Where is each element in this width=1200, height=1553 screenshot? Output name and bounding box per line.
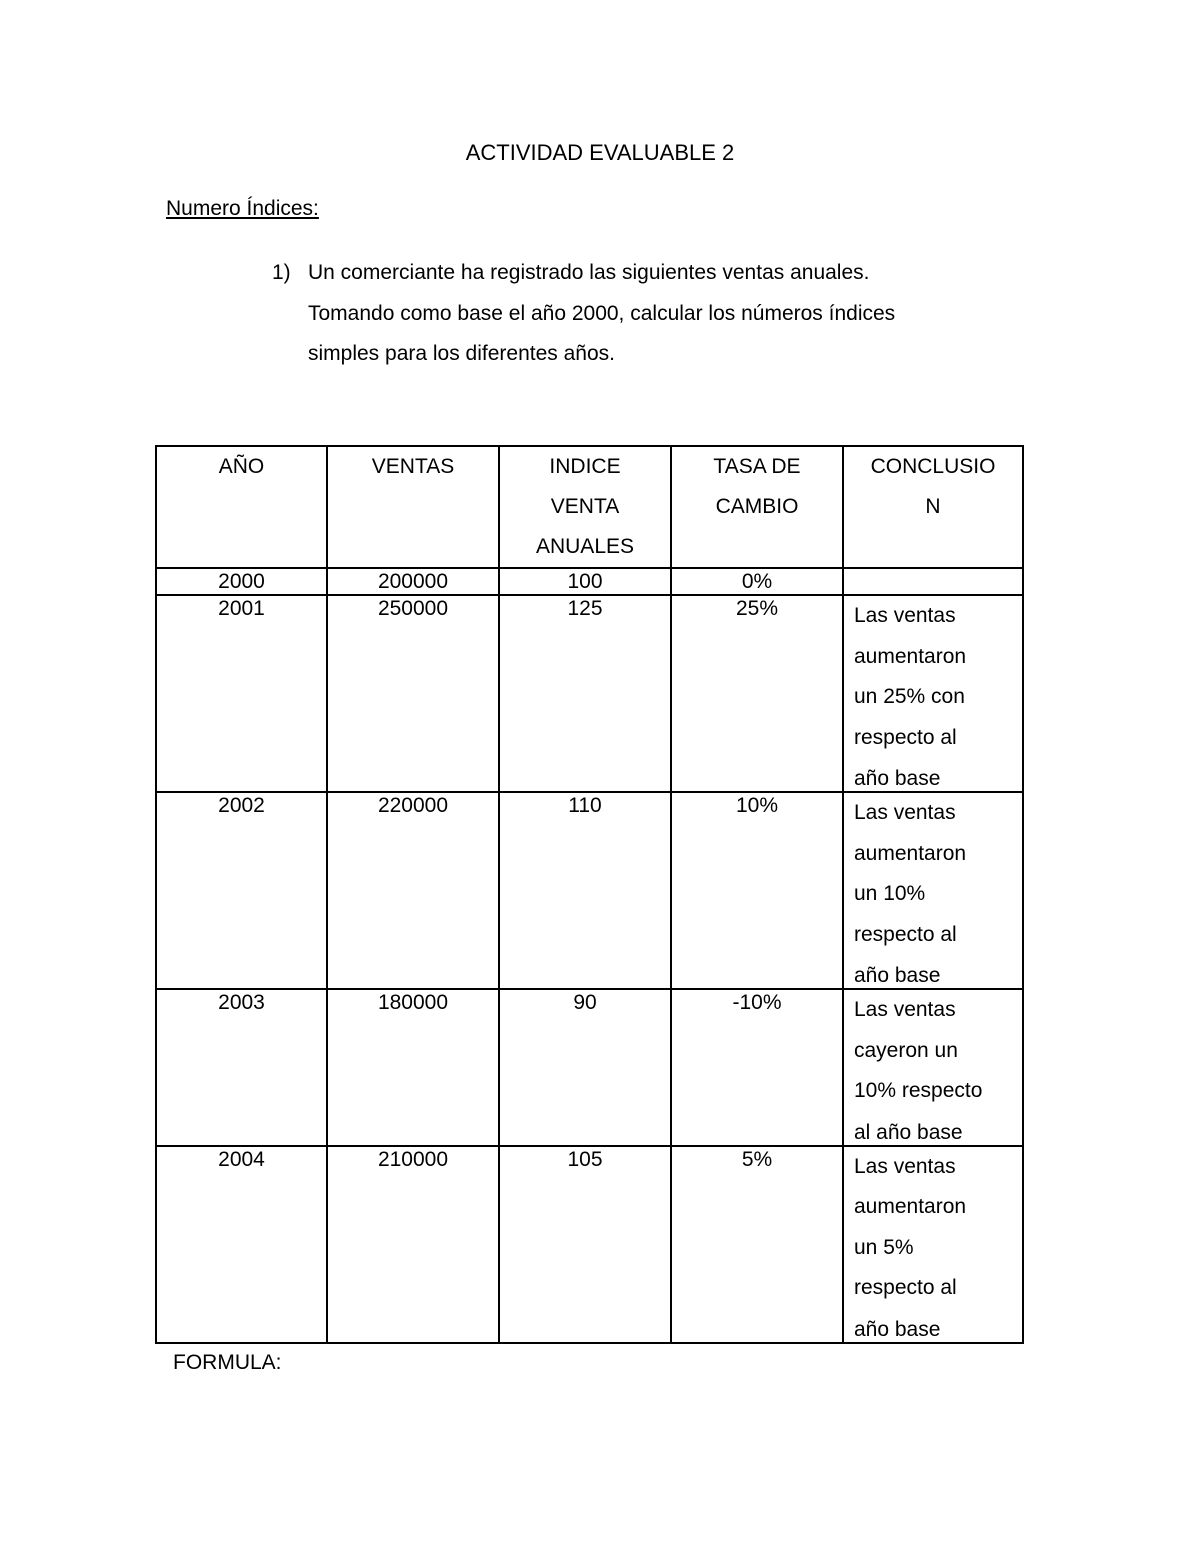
conclusion-line: 10% respecto	[854, 1079, 983, 1102]
question-line: Un comerciante ha registrado las siguientes ventas anuales.	[308, 261, 870, 284]
header-cell-rate	[671, 446, 843, 568]
cell-rate: 10%	[671, 792, 843, 989]
cell-conclusion	[843, 568, 1023, 595]
header-cell-conclusion	[843, 446, 1023, 568]
cell-conclusion	[843, 989, 1023, 1146]
conclusion-line: Las ventas	[854, 1154, 956, 1178]
header-line: CAMBIO	[715, 495, 799, 518]
cell-year: 2003	[156, 989, 327, 1146]
conclusion-line: Las ventas	[854, 801, 956, 824]
conclusion-line: Las ventas	[854, 998, 956, 1021]
cell-conclusion	[843, 1146, 1023, 1343]
header-cell-sales	[327, 446, 499, 568]
cell-sales: 200000	[327, 568, 499, 595]
conclusion-line: respecto al	[854, 1276, 957, 1299]
header-line: AÑO	[218, 455, 265, 478]
cell-index: 100	[499, 568, 671, 595]
cell-rate: 5%	[671, 1146, 843, 1343]
conclusion-line: aumentaron	[854, 1195, 967, 1218]
table-header-row	[156, 446, 1023, 568]
header-line: N	[925, 495, 941, 518]
cell-year: 2001	[156, 595, 327, 792]
table-row	[156, 792, 1023, 989]
table-row	[156, 568, 1023, 595]
conclusion-line: respecto al	[854, 922, 957, 946]
table-row	[156, 989, 1023, 1146]
header-line: INDICE	[549, 455, 621, 478]
conclusion-line: año base	[854, 1317, 941, 1341]
section-heading: Numero Índices:	[166, 197, 319, 220]
cell-sales: 220000	[327, 792, 499, 989]
conclusion-line: un 5%	[854, 1235, 914, 1259]
conclusion-line: un 10%	[854, 882, 926, 905]
cell-index: 105	[499, 1146, 671, 1343]
header-line: ANUALES	[535, 535, 635, 558]
header-cell-index	[499, 446, 671, 568]
conclusion-line: cayeron un	[854, 1038, 958, 1062]
document-title: ACTIVIDAD EVALUABLE 2	[465, 140, 735, 165]
conclusion-line: año base	[854, 767, 941, 790]
header-line: VENTA	[550, 495, 620, 518]
cell-index: 110	[499, 792, 671, 989]
conclusion-line: respecto al	[854, 725, 957, 749]
table-row	[156, 595, 1023, 792]
cell-index: 125	[499, 595, 671, 792]
header-line: VENTAS	[371, 455, 455, 478]
conclusion-line: año base	[854, 964, 941, 987]
conclusion-line: un 25% con	[854, 685, 965, 708]
cell-sales: 250000	[327, 595, 499, 792]
question-line: Tomando como base el año 2000, calcular los números índices	[308, 301, 896, 325]
cell-rate: 0%	[671, 568, 843, 595]
cell-year: 2004	[156, 1146, 327, 1343]
cell-index: 90	[499, 989, 671, 1146]
header-cell-year	[156, 446, 327, 568]
cell-conclusion	[843, 595, 1023, 792]
cell-year: 2000	[156, 568, 327, 595]
sales-index-table	[155, 445, 1024, 1344]
question-text	[308, 253, 992, 375]
header-line: TASA DE	[713, 455, 801, 478]
header-line: CONCLUSIO	[870, 455, 996, 478]
cell-year: 2002	[156, 792, 327, 989]
cell-sales: 210000	[327, 1146, 499, 1343]
cell-conclusion	[843, 792, 1023, 989]
cell-sales: 180000	[327, 989, 499, 1146]
cell-rate: -10%	[671, 989, 843, 1146]
conclusion-line: Las ventas	[854, 604, 956, 627]
question-line: simples para los diferentes años.	[308, 342, 615, 365]
question-1	[272, 253, 992, 375]
conclusion-line: al año base	[854, 1120, 963, 1144]
formula-label: FORMULA:	[173, 1351, 282, 1374]
conclusion-line: aumentaron	[854, 841, 967, 865]
question-number: 1)	[272, 261, 291, 284]
cell-rate: 25%	[671, 595, 843, 792]
table-row	[156, 1146, 1023, 1343]
conclusion-line: aumentaron	[854, 644, 967, 668]
